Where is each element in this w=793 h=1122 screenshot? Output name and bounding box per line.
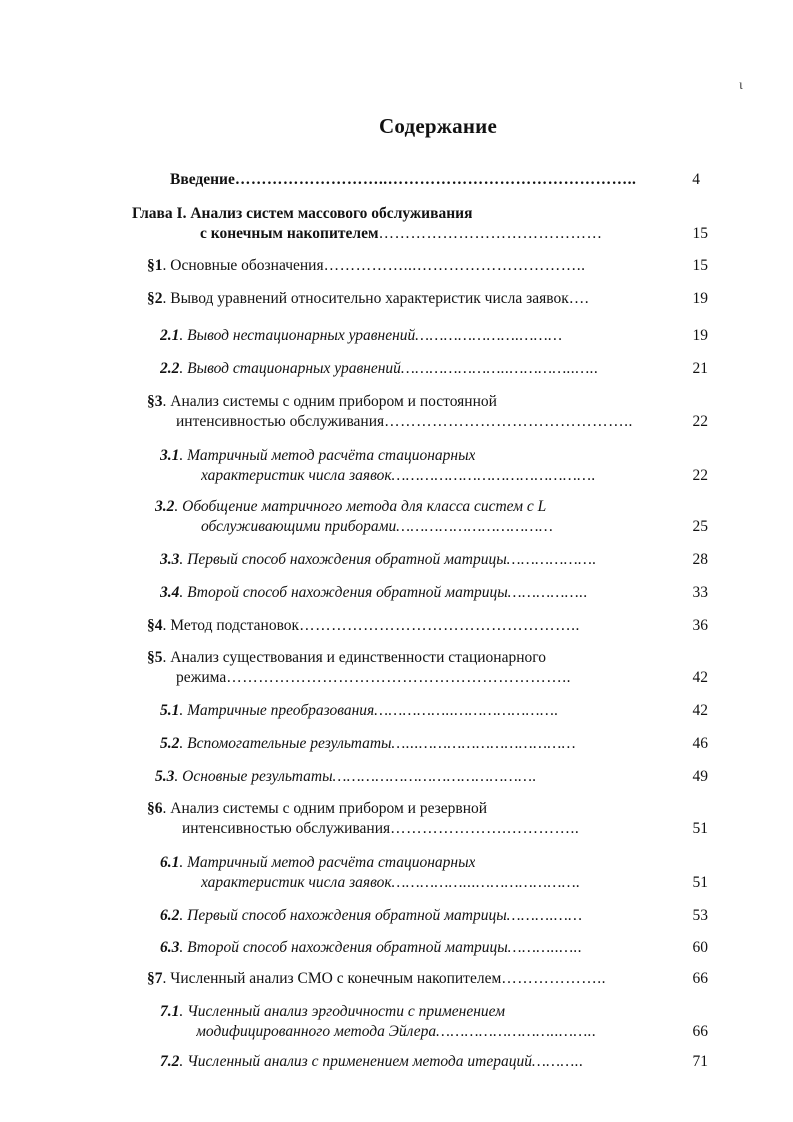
toc-entry-text: Введение………………………..………………………………………..: [170, 171, 637, 188]
page-number: 51: [692, 820, 708, 837]
toc-entry-text: 2.1. Вывод нестационарных уравнений………………….………: [160, 327, 563, 344]
toc-entry-text: 3.4. Второй способ нахождения обратной матрицы……………..: [160, 584, 588, 601]
page-number: 51: [692, 874, 708, 891]
toc-entry-text: с конечным накопителем……………………………………: [200, 225, 603, 242]
toc-entry-text: 5.3. Основные результаты…………………………………….: [155, 768, 537, 785]
toc-entry-heading: 3.1. Матричный метод расчёта стационарных: [160, 447, 476, 464]
page-number: 25: [692, 518, 708, 535]
page-number: 21: [692, 360, 708, 377]
toc-entry-heading: 3.2. Обобщение матричного метода для класса систем с L: [155, 498, 547, 515]
page-number: 36: [692, 617, 708, 634]
toc-entry-heading: 6.1. Матричный метод расчёта стационарных: [160, 854, 476, 871]
page-number: 66: [692, 970, 708, 987]
toc-entry-text: интенсивностью обслуживания………………….…………..: [182, 820, 580, 837]
toc-entry-heading: Глава I. Анализ систем массового обслуживания: [132, 205, 473, 222]
page-number: 22: [692, 467, 708, 484]
toc-entry-heading: §3. Анализ системы с одним прибором и постоянной: [147, 393, 497, 410]
page-number: 22: [692, 413, 708, 430]
page-number: 49: [692, 768, 708, 785]
toc-entry-text: §2. Вывод уравнений относительно характеристик числа заявок….: [147, 290, 590, 307]
page-number: 19: [692, 327, 708, 344]
toc-entry-text: модифицированного метода Эйлера……………………..……..: [196, 1023, 597, 1040]
page-number: 15: [692, 257, 708, 274]
page-number: 71: [692, 1053, 708, 1070]
toc-entry-text: 5.1. Матричные преобразования……………..………………….: [160, 702, 559, 719]
toc-entry-heading: §6. Анализ системы с одним прибором и резервной: [147, 800, 488, 817]
toc-entry-text: характеристик числа заявок……………...………………….: [201, 874, 581, 891]
page-number: 42: [692, 702, 708, 719]
toc-entry-text: 7.2. Численный анализ с применением метода итераций………..: [160, 1053, 584, 1070]
corner-mark: ι: [739, 78, 743, 93]
toc-entry-text: §7. Численный анализ СМО с конечным накопителем………………..: [147, 970, 607, 987]
page-number: 60: [692, 939, 708, 956]
page-number: 42: [692, 669, 708, 686]
toc-entry-text: характеристик числа заявок…………………………………….: [201, 467, 596, 484]
page-number: 46: [692, 735, 708, 752]
toc-entry-heading: 7.1. Численный анализ эргодичности с применением: [160, 1003, 506, 1020]
toc-entry-text: 2.2. Вывод стационарных уравнений…………………..…………..…..: [160, 360, 599, 377]
page-number: 33: [692, 584, 708, 601]
page-number: 53: [692, 907, 708, 924]
page-number: 66: [692, 1023, 708, 1040]
toc-entry-text: 5.2. Вспомогательные результаты…...……………………………: [160, 735, 577, 752]
page-number: 15: [692, 225, 708, 242]
page-title: Содержание: [379, 114, 497, 138]
page-number: 4: [692, 171, 700, 188]
toc-entry-text: обслуживающими приборами……………………………: [201, 518, 554, 535]
toc-entry-heading: §5. Анализ существования и единственности стационарного: [147, 649, 546, 666]
page-number: 19: [692, 290, 708, 307]
toc-entry-text: §1. Основные обозначения……………...…………………………..: [147, 257, 586, 274]
toc-entry-text: 6.3. Второй способ нахождения обратной матрицы………..…..: [160, 939, 583, 956]
toc-entry-text: 6.2. Первый способ нахождения обратной матрицы……….……: [160, 907, 583, 924]
toc-entry-text: 3.3. Первый способ нахождения обратной матрицы……………….: [160, 551, 597, 568]
toc-entry-text: режима………………………………………………………..: [176, 669, 571, 686]
toc-entry-text: §4. Метод подстановок……………………………………………..: [147, 617, 580, 634]
page-number: 28: [692, 551, 708, 568]
toc-entry-text: интенсивностью обслуживания………………………………………..: [176, 413, 633, 430]
